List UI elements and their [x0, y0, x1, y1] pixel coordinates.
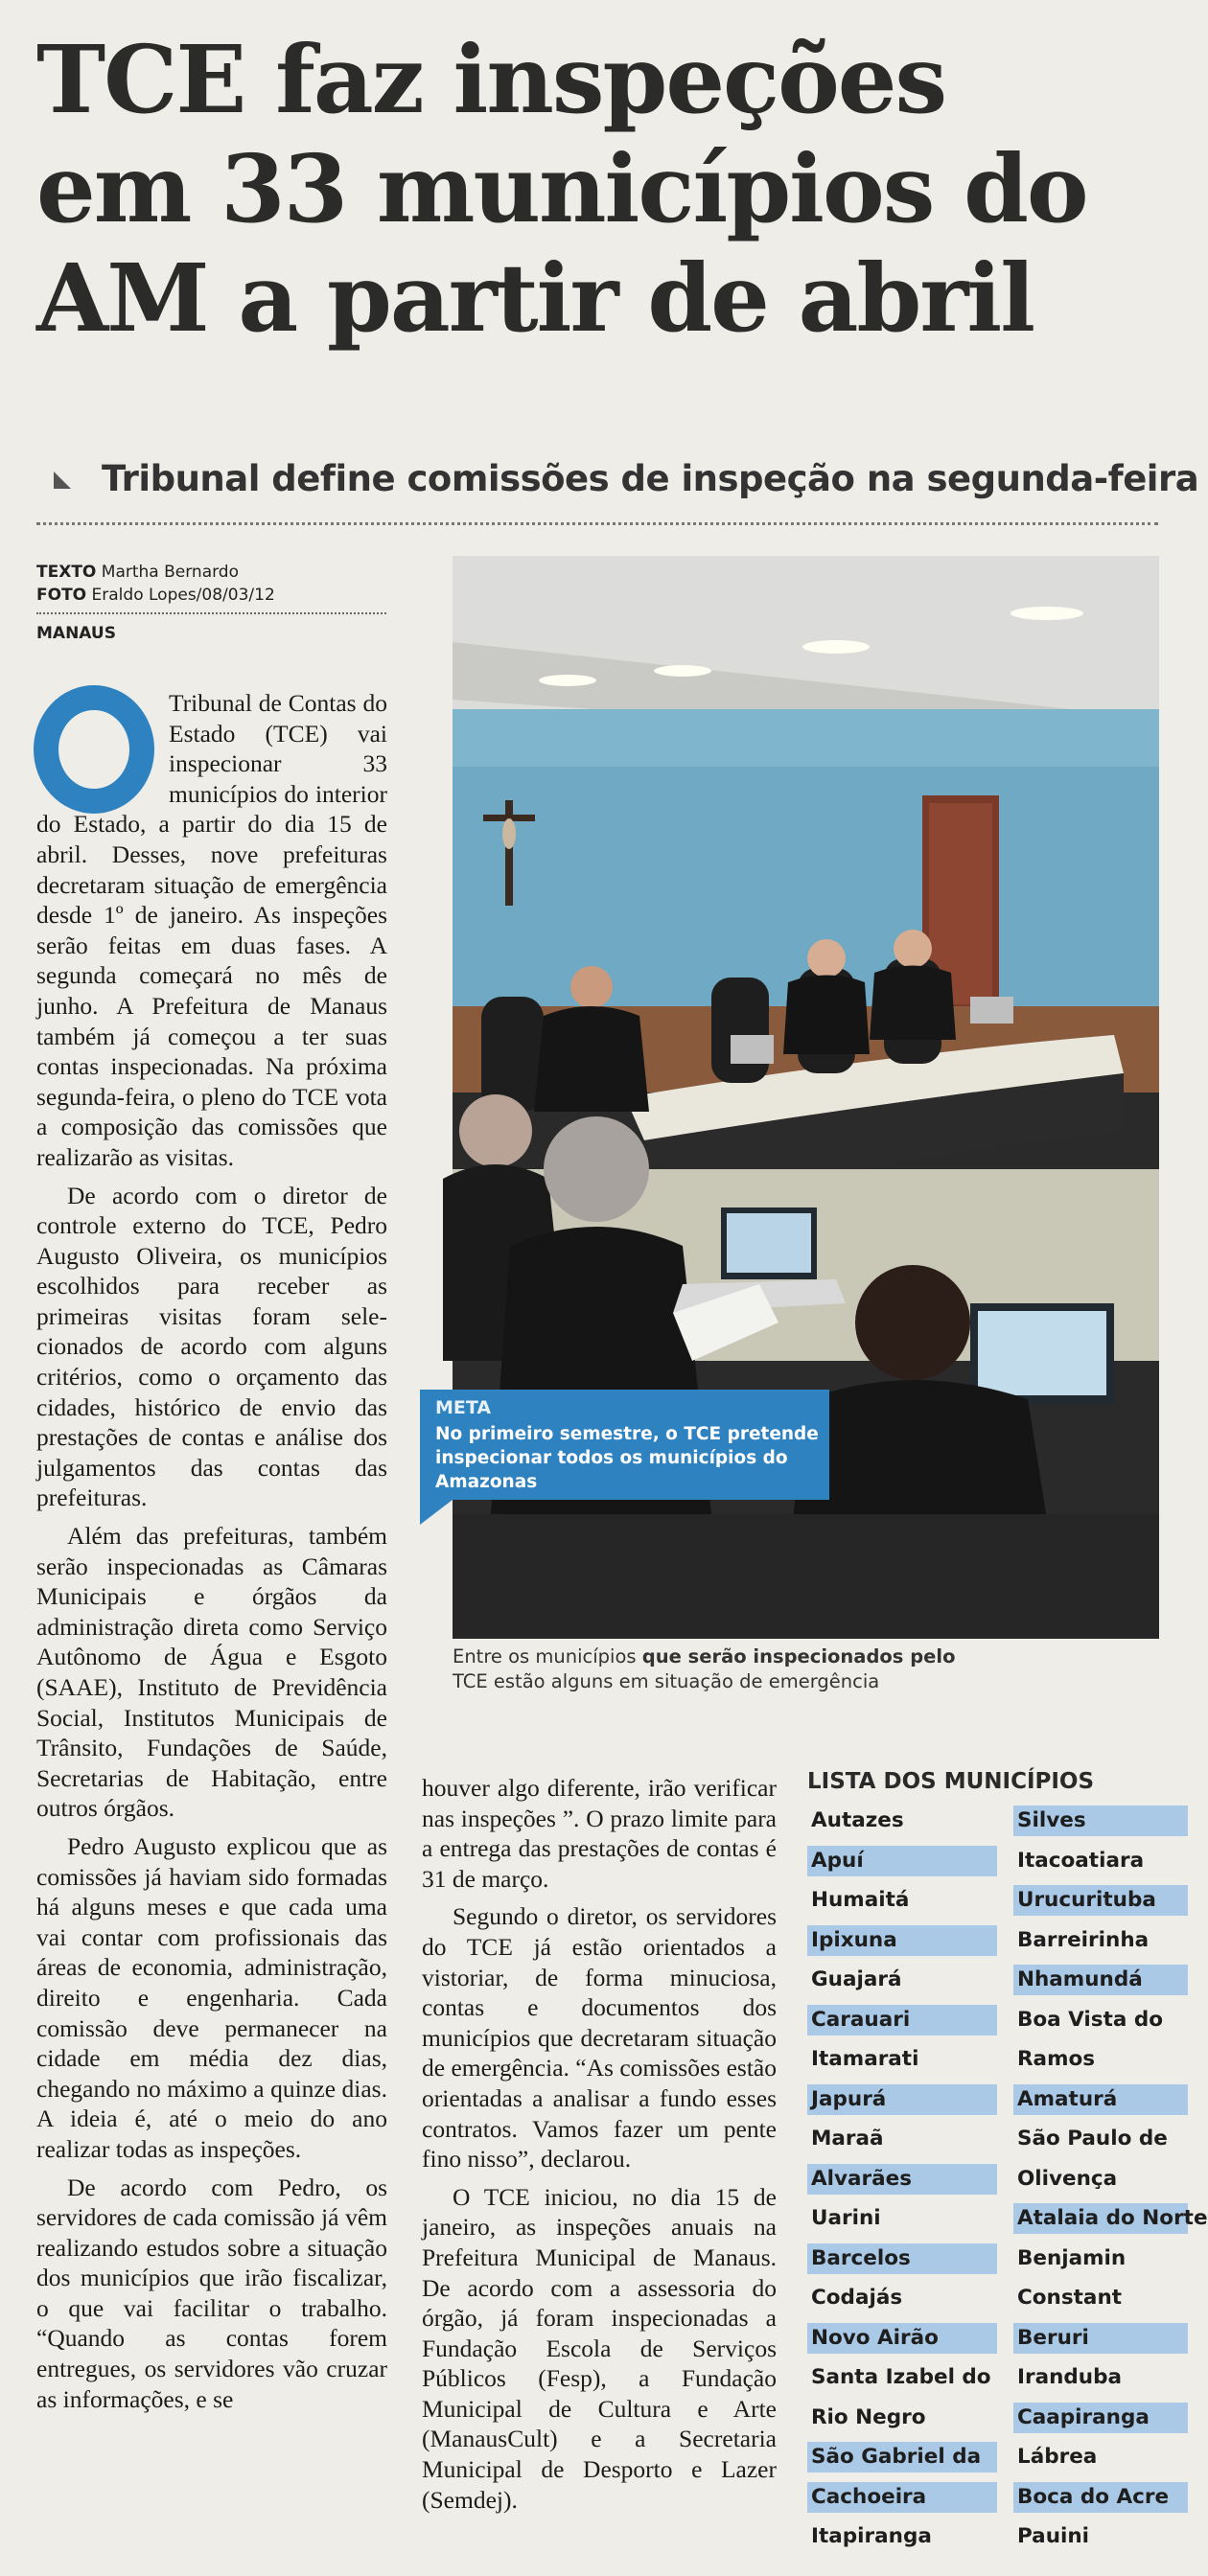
meta-callout-tail — [420, 1500, 453, 1525]
photo-caption — [453, 1644, 1159, 1694]
municipality-item: Boca do Acre — [1013, 2482, 1188, 2513]
municipality-item: Carauari — [807, 2005, 997, 2036]
municipality-list-column-1 — [807, 1806, 997, 2562]
paragraph: O TCE iniciou, no dia 15 de janeiro, as inspeções anuais na Prefeitura Municipal de Manaus. De acordo com a assessoria do órgão, já foram inspecionadas a Fundação Escola de Serviços Públicos (Fesp), a Fundação Municipal de Cultura e Arte (ManausCult) e a Secretaria Municipal de Desporto e Lazer (Semdej). — [422, 2182, 777, 2514]
municipality-item: São Paulo de — [1017, 2127, 1168, 2150]
paragraph: De acordo com o diretor de controle externo do TCE, Pedro Augusto Oliveira, os municípios escolhidos para receber as primeiras visitas foram selecionados de acordo com alguns critérios, como o orçamento das cidades, histórico de envio das prestações de contas e análise dos julgamentos das contas das prefeituras. — [36, 1181, 387, 1512]
paragraph: De acordo com Pedro, os servidores de cada comissão já vêm realizando estudos sobre a situação dos municípios que irão fiscalizar, o que vai facilitar o trabalho. “Quando as contas forem entregues, os servidores vão cruzar as informações, e se — [36, 2173, 387, 2413]
municipality-item: Autazes — [811, 1808, 904, 1832]
municipality-item: Olivença — [1017, 2166, 1118, 2191]
municipality-item: Novo Airão — [807, 2323, 997, 2354]
municipality-item: Humaitá — [811, 1888, 910, 1912]
municipality-item: Itapiranga — [811, 2524, 932, 2548]
foto-label: FOTO — [36, 586, 87, 605]
dropcap — [36, 690, 155, 809]
municipality-item: Uarini — [811, 2206, 881, 2230]
article-column-2 — [422, 1773, 777, 2515]
byline-divider — [36, 612, 386, 614]
municipality-item: Itacoatiara — [1017, 1848, 1145, 1873]
municipality-item: Guajará — [811, 1967, 902, 1991]
paragraph: Tribunal de Contas do Estado (TCE) vai inspecionar 33 municípios do interior do Estado, a partir do dia 15 de abril. Desses, nove prefeituras decretaram situação de emergência desde 1º de janeiro. As inspeções serão feitas em duas fases. A segunda começará no mês de junho. A Prefeitura de Manaus também já começou a ter suas contas inspecionadas. Na próxima segunda-feira, o pleno do TCE vota a composição das comissões que realizarão as visitas. — [36, 689, 387, 1171]
municipality-item: São Gabriel da — [807, 2442, 997, 2472]
municipality-item: Boa Vista do — [1017, 2007, 1164, 2032]
meta-label: META — [435, 1397, 492, 1418]
meta-callout — [420, 1390, 829, 1514]
municipality-list-title: LISTA DOS MUNICÍPIOS — [807, 1769, 1095, 1794]
municipality-item: Beruri — [1013, 2323, 1188, 2354]
byline — [36, 561, 386, 645]
municipality-item: Iranduba — [1017, 2365, 1123, 2389]
municipality-item: Codajás — [811, 2286, 903, 2310]
municipality-item: Ipixuna — [807, 1925, 997, 1956]
municipality-item: Urucurituba — [1013, 1885, 1188, 1916]
paragraph: houver algo diferente, irão verificar nas inspeções ”. O prazo limite para a entrega das prestações de contas é 31 de março. — [422, 1774, 777, 1893]
municipality-item: Nhamundá — [1013, 1965, 1188, 1995]
municipality-item: Benjamin — [1017, 2245, 1127, 2270]
paragraph: Segundo o diretor, os servidores do TCE já estão orientados a vistoriar, de forma minuciosa, contas e documentos dos municípios que decretaram situação de emergência. “As comissões estão orientadas a analisar a fundo esses contratos. Vamos fazer um pente fino nisso”, declarou. — [422, 1902, 777, 2174]
municipality-item: Pauini — [1017, 2524, 1090, 2548]
caption-bold: que serão inspecionados pelo — [641, 1645, 956, 1668]
municipality-item: Maraã — [811, 2127, 884, 2150]
headline-line-3: AM a partir de abril — [36, 243, 1034, 353]
triangle-bullet-icon — [54, 472, 71, 489]
subhead-text: Tribunal define comissões de inspeção na segunda-feira — [102, 458, 1199, 499]
texto-label: TEXTO — [36, 563, 97, 582]
municipality-item: Caapiranga — [1013, 2403, 1188, 2433]
headline — [36, 25, 1168, 353]
municipality-item: Lábrea — [1017, 2445, 1098, 2469]
author-name: Martha Bernardo — [101, 563, 240, 582]
paragraph: Além das prefeituras, também serão inspecionadas as Câmaras Municipais e órgãos da administração direta como Serviço Autônomo de Água e Esgoto (SAAE), Instituto de Previdência Social, Institutos Municipais de Trânsito, Fundações de Saúde, Secretarias de Habitação, entre outros órgãos. — [36, 1522, 387, 1823]
municipality-item: Itamarati — [811, 2047, 919, 2071]
municipality-item: Alvarães — [807, 2164, 997, 2195]
municipality-item: Santa Izabel do — [811, 2365, 991, 2389]
headline-line-1: TCE faz inspeções — [36, 25, 946, 134]
municipality-item: Cachoeira — [807, 2482, 997, 2513]
municipality-list-column-2 — [1013, 1806, 1208, 2562]
municipality-item: Constant — [1017, 2286, 1123, 2310]
municipality-item: Japurá — [807, 2084, 997, 2115]
municipality-item: Barreirinha — [1017, 1927, 1150, 1952]
municipality-item: Apuí — [807, 1846, 997, 1876]
paragraph: Pedro Augusto explicou que as comissões já haviam sido formadas há alguns meses e que cada uma vai contar com profissionais das áreas de economia, administração, direito e engenharia. Cada comissão deve permanecer na cidade em média dez dias, chegando no máximo a quinze dias. A ideia é, até o meio do ano realizar todas as inspeções. — [36, 1831, 387, 2163]
municipality-item: Barcelos — [807, 2243, 997, 2274]
headline-line-2: em 33 municípios do — [36, 134, 1087, 243]
meta-text: No primeiro semestre, o TCE pretende inspecionar todos os municípios do Amazonas — [435, 1424, 819, 1492]
municipality-item: Atalaia do Norte — [1013, 2203, 1188, 2234]
municipality-item: Rio Negro — [811, 2404, 926, 2429]
dateline: MANAUS — [36, 624, 116, 643]
municipality-item: Amaturá — [1013, 2084, 1188, 2115]
photo-credit: Eraldo Lopes/08/03/12 — [91, 586, 275, 605]
caption-pre: Entre os municípios — [453, 1645, 642, 1668]
article-column-1 — [36, 688, 387, 2414]
caption-post: TCE estão alguns em situação de emergência — [453, 1670, 880, 1692]
dropcap-o-icon — [36, 690, 155, 809]
dotted-divider — [36, 522, 1158, 525]
municipality-item: Silves — [1013, 1806, 1188, 1836]
municipality-item: Ramos — [1017, 2047, 1096, 2071]
